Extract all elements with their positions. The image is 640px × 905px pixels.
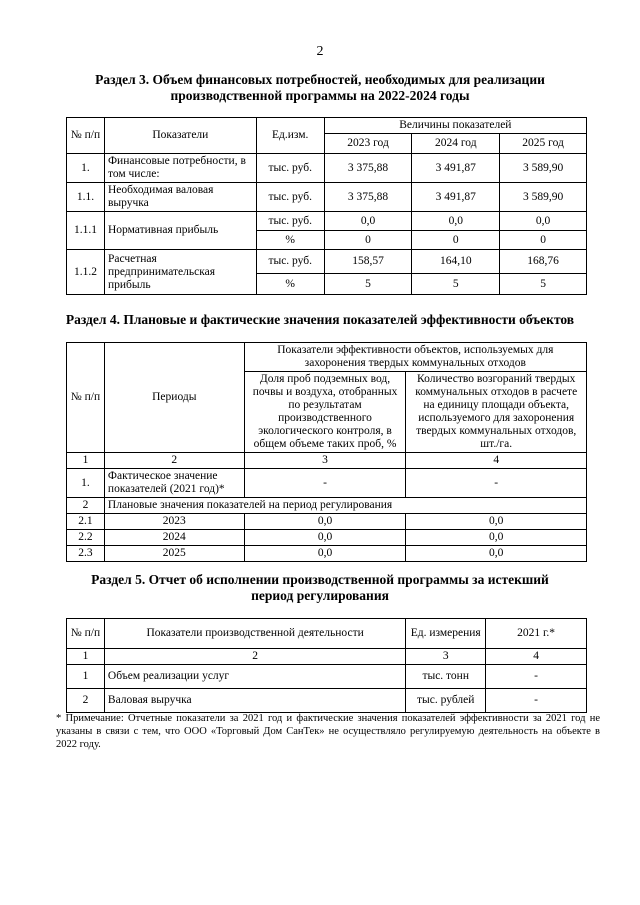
table-row: 1.1. Необходимая валовая выручка тыс. руб. 3 375,88 3 491,87 3 589,90 xyxy=(67,183,587,212)
col-periods-header: Периоды xyxy=(104,343,244,453)
table-row: 1.1.1 Нормативная прибыль тыс. руб. 0,0 0,0 0,0 xyxy=(67,212,587,231)
table-row: 2 Плановые значения показателей на период регулирования xyxy=(67,498,587,514)
col-indicators-header: Показатели xyxy=(104,118,256,154)
col-year-header: 2021 г.* xyxy=(486,619,587,649)
year-header: 2024 год xyxy=(412,134,500,154)
year-header: 2025 год xyxy=(500,134,587,154)
col-a-header: Доля проб подземных вод, почвы и воздуха, отобранных по результатам производственного экологического контроля, в общем объеме таких проб, % xyxy=(244,372,406,453)
table-row: % 5 5 5 xyxy=(67,274,587,295)
table-row: 1.1.2 Расчетная предпринимательская прибыль тыс. руб. 158,57 164,10 168,76 xyxy=(67,250,587,274)
col-num-header: № п/п xyxy=(67,343,105,453)
col-unit-header: Ед.изм. xyxy=(256,118,324,154)
table-row: 1 Объем реализации услуг тыс. тонн - xyxy=(67,665,587,689)
table-row: 2.2 2024 0,0 0,0 xyxy=(67,530,587,546)
col-values-header: Величины показателей xyxy=(324,118,586,134)
efficiency-indicators-table xyxy=(66,342,587,562)
table-row: 2 Валовая выручка тыс. рублей - xyxy=(67,689,587,713)
program-report-table xyxy=(66,618,587,713)
table-row: 2.1 2023 0,0 0,0 xyxy=(67,514,587,530)
section5-heading: Раздел 5. Отчет об исполнении производственной программы за истекший период регулирования xyxy=(91,572,549,603)
section4-heading: Раздел 4. Плановые и фактические значения показателей эффективности объектов xyxy=(65,312,575,327)
index-row: 1 2 3 4 xyxy=(67,453,587,469)
table-row: 2.3 2025 0,0 0,0 xyxy=(67,546,587,562)
col-indicators-header: Показатели производственной деятельности xyxy=(104,619,405,649)
index-row: 1 2 3 4 xyxy=(67,649,587,665)
financial-needs-table xyxy=(66,117,587,295)
col-group-header: Показатели эффективности объектов, используемых для захоронения твердых коммунальных отходов xyxy=(244,343,586,372)
col-b-header: Количество возгораний твердых коммунальных отходов в расчете на единицу площади объекта, используемого для захоронения твердых коммунальных отходов, шт./га. xyxy=(406,372,587,453)
table-row: 1. Фактическое значение показателей (2021 год)* - - xyxy=(67,469,587,498)
section3-heading: Раздел 3. Объем финансовых потребностей, необходимых для реализации производственной программы на 2022-2024 годы xyxy=(95,72,545,103)
footnote: * Примечание: Отчетные показатели за 2021 год и фактические значения показателей эффективности за 2021 год не указаны в связи с тем, что ООО «Торговый Дом СанТек» не осуществляло регулируемую деятельность на объекте в 2022 году. xyxy=(56,713,600,750)
col-unit-header: Ед. измерения xyxy=(406,619,486,649)
year-header: 2023 год xyxy=(324,134,412,154)
table-row: 1. Финансовые потребности, в том числе: тыс. руб. 3 375,88 3 491,87 3 589,90 xyxy=(67,154,587,183)
col-num-header: № п/п xyxy=(67,619,105,649)
table-row: % 0 0 0 xyxy=(67,231,587,250)
page-number: 2 xyxy=(316,44,324,59)
col-num-header: № п/п xyxy=(67,118,105,154)
